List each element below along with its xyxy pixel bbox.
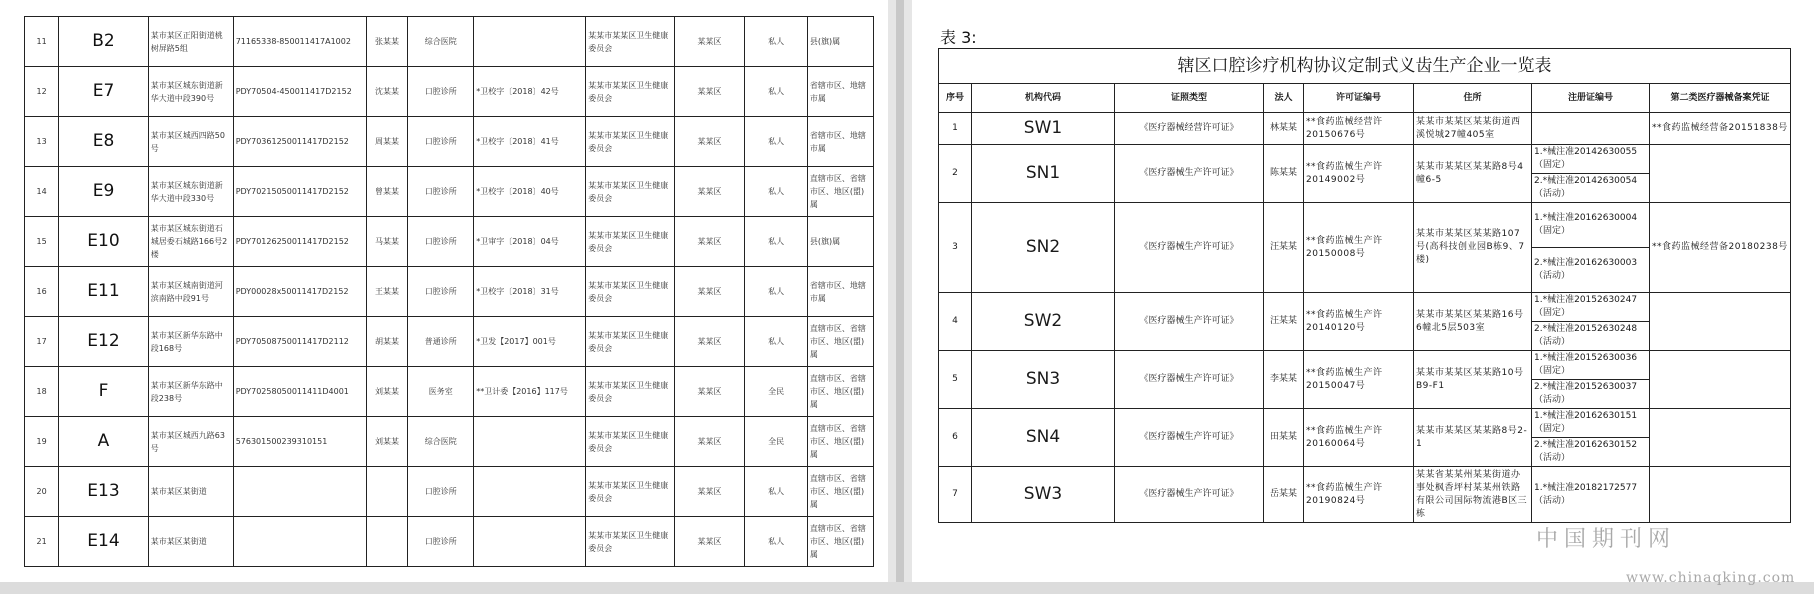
license-number: 576301500239310151 [233,417,366,467]
approval-number: *卫审字〔2018〕04号 [474,217,586,267]
license-number: **食药监械生产许20140120号 [1304,293,1414,351]
header-class2: 第二类医疗器械备案凭证 [1650,84,1791,113]
district: 某某区 [674,167,745,217]
cert-type: 《医疗器械经营许可证》 [1115,113,1264,145]
institution-address: 某市某区城西九路63号 [148,417,233,467]
watermark-text: 中国期刊网 [1536,527,1677,552]
table-row [25,117,874,167]
institution-type: 普通诊所 [408,317,474,367]
row-number: 21 [25,517,59,567]
institution-address: 某市某区城东街道新华大道中段330号 [148,167,233,217]
cert-type: 《医疗器械生产许可证》 [1115,409,1264,467]
license-number: PDY70508750011417D2112 [233,317,366,367]
institution-code: E12 [59,317,149,367]
institution-code: E11 [59,267,149,317]
institution-address: 某市某区某街道 [148,517,233,567]
row-number: 1 [939,113,972,145]
institution-address: 某市某区城南街道河滨南路中段91号 [148,267,233,317]
admin-level: 直辖市区、省辖市区、地区(盟)属 [807,317,873,367]
legal-person: 汪某某 [1264,293,1304,351]
row-number: 18 [25,367,59,417]
license-number: PDY70504-450011417D2152 [233,67,366,117]
institution-type: 口腔诊所 [408,67,474,117]
license-number: **食药监械经营许20150676号 [1304,113,1414,145]
institution-code: SW2 [972,293,1115,351]
approval-number: *卫校字〔2018〕41号 [474,117,586,167]
authority: 某某市某某区卫生健康委员会 [586,117,674,167]
table-row [939,467,1791,523]
district: 某某区 [674,317,745,367]
legal-person: 沈某某 [366,67,407,117]
approval-number: *卫校字〔2018〕31号 [474,267,586,317]
class2-record [1650,351,1791,409]
institution-address: 某市某区城东街道新华大道中段390号 [148,67,233,117]
enterprise-address: 某某省某某州某某街道办事处枫香坪村某某州铁路有限公司国际物流港B区三栋 [1414,467,1532,523]
authority: 某某市某某区卫生健康委员会 [586,217,674,267]
header-legal-person: 法人 [1264,84,1304,113]
institution-address: 某市某区某街道 [148,467,233,517]
row-number: 2 [939,145,972,203]
header-address: 住所 [1414,84,1532,113]
institution-code: SN2 [972,203,1115,293]
table-row [25,17,874,67]
row-number: 12 [25,67,59,117]
institution-address: 某市某区新华东路中段238号 [148,367,233,417]
authority: 某某市某某区卫生健康委员会 [586,167,674,217]
license-number: PDY70215050011417D2152 [233,167,366,217]
ownership: 全民 [745,367,807,417]
district: 某某区 [674,67,745,117]
approval-number [474,467,586,517]
enterprise-address: 某某市某某区某某路8号2-1 [1414,409,1532,467]
table-row [25,267,874,317]
institution-type: 口腔诊所 [408,167,474,217]
district: 某某区 [674,117,745,167]
document-page-right [912,0,1814,594]
authority: 某某市某某区卫生健康委员会 [586,417,674,467]
institution-address: 某市某区城东街道石城居委石城路166号2楼 [148,217,233,267]
table-header-row [939,84,1791,113]
class2-record: **食药监械经营备20180238号 [1650,203,1791,293]
table-row [25,417,874,467]
class2-record [1650,145,1791,203]
institution-code: SN4 [972,409,1115,467]
institution-address: 某市某区新华东路中段168号 [148,317,233,367]
institution-table [24,16,874,567]
ownership: 全民 [745,417,807,467]
row-number: 16 [25,267,59,317]
class2-record [1650,409,1791,467]
ownership: 私人 [745,17,807,67]
enterprise-address: 某某市某某区某某街道西溪悦城27幢405室 [1414,113,1532,145]
admin-level: 直辖市区、省辖市区、地区(盟)属 [807,367,873,417]
district: 某某区 [674,17,745,67]
license-number [233,517,366,567]
institution-code: E13 [59,467,149,517]
row-number: 6 [939,409,972,467]
registration-number: 2.*械注准20162630152（活动） [1532,438,1650,467]
authority: 某某市某某区卫生健康委员会 [586,367,674,417]
legal-person: 刘某某 [366,417,407,467]
cert-type: 《医疗器械生产许可证》 [1115,293,1264,351]
ownership: 私人 [745,217,807,267]
admin-level: 县(旗)属 [807,217,873,267]
legal-person: 林某某 [1264,113,1304,145]
approval-number [474,417,586,467]
legal-person: 汪某某 [1264,203,1304,293]
cert-type: 《医疗器械生产许可证》 [1115,145,1264,203]
table-row [939,113,1791,145]
enterprise-address: 某某市某某区某某路107号(高科技创业园B栋9、7楼) [1414,203,1532,293]
institution-type: 口腔诊所 [408,267,474,317]
authority: 某某市某某区卫生健康委员会 [586,267,674,317]
table-row [25,367,874,417]
table-title-row [939,49,1791,84]
admin-level: 省辖市区、地辖市属 [807,67,873,117]
admin-level: 直辖市区、省辖市区、地区(盟)属 [807,167,873,217]
table-row [25,467,874,517]
ownership: 私人 [745,167,807,217]
ownership: 私人 [745,67,807,117]
admin-level: 直辖市区、省辖市区、地区(盟)属 [807,517,873,567]
license-number: **食药监械生产许20190824号 [1304,467,1414,523]
header-code: 机构代码 [972,84,1115,113]
ownership: 私人 [745,267,807,317]
registration-number: 2.*械注准20162630003（活动） [1532,248,1650,293]
license-number: PDY70361250011417D2152 [233,117,366,167]
legal-person: 胡某某 [366,317,407,367]
approval-number: *卫校字〔2018〕42号 [474,67,586,117]
table-row [939,351,1791,380]
ownership: 私人 [745,467,807,517]
admin-level: 县(旗)属 [807,17,873,67]
district: 某某区 [674,267,745,317]
row-number: 11 [25,17,59,67]
header-license-no: 许可证编号 [1304,84,1414,113]
institution-code: SN3 [972,351,1115,409]
enterprise-address: 某某市某某区某某路10号B9-F1 [1414,351,1532,409]
legal-person: 王某某 [366,267,407,317]
row-number: 17 [25,317,59,367]
approval-number: *卫校字〔2018〕40号 [474,167,586,217]
class2-record [1650,293,1791,351]
bottom-strip [0,582,1814,594]
row-number: 7 [939,467,972,523]
institution-type: 口腔诊所 [408,517,474,567]
enterprise-address: 某某市某某区某某路8号4幢6-5 [1414,145,1532,203]
district: 某某区 [674,467,745,517]
registration-number: 1.*械注准20162630004（固定） [1532,203,1650,248]
institution-code: SW1 [972,113,1115,145]
license-number [233,467,366,517]
row-number: 3 [939,203,972,293]
institution-code: A [59,417,149,467]
row-number: 13 [25,117,59,167]
table-row [25,317,874,367]
table-row [939,203,1791,248]
institution-code: E7 [59,67,149,117]
cert-type: 《医疗器械生产许可证》 [1115,203,1264,293]
table-row [939,145,1791,174]
institution-code: E14 [59,517,149,567]
row-number: 15 [25,217,59,267]
authority: 某某市某某区卫生健康委员会 [586,517,674,567]
authority: 某某市某某区卫生健康委员会 [586,467,674,517]
cert-type: 《医疗器械生产许可证》 [1115,351,1264,409]
institution-address: 某市某区城西四路50号 [148,117,233,167]
table-row [939,409,1791,438]
class2-record: **食药监械经营备20151838号 [1650,113,1791,145]
table-row [25,517,874,567]
institution-table-body [25,17,874,567]
authority: 某某市某某区卫生健康委员会 [586,17,674,67]
row-number: 14 [25,167,59,217]
license-number: **食药监械生产许20150047号 [1304,351,1414,409]
row-number: 19 [25,417,59,467]
district: 某某区 [674,217,745,267]
institution-code: B2 [59,17,149,67]
legal-person: 李某某 [1264,351,1304,409]
denture-enterprise-table-body [939,49,1791,523]
enterprise-address: 某某市某某区某某路16号6幢北5层503室 [1414,293,1532,351]
approval-number [474,517,586,567]
ownership: 私人 [745,517,807,567]
license-number: PDY70258050011411D4001 [233,367,366,417]
ownership: 私人 [745,317,807,367]
table-row [25,167,874,217]
registration-number: 2.*械注准20142630054（活动） [1532,174,1650,203]
table-title: 辖区口腔诊疗机构协议定制式义齿生产企业一览表 [939,49,1791,84]
institution-type: 综合医院 [408,17,474,67]
legal-person: 马某某 [366,217,407,267]
legal-person [366,467,407,517]
row-number: 4 [939,293,972,351]
admin-level: 直辖市区、省辖市区、地区(盟)属 [807,467,873,517]
admin-level: 省辖市区、地辖市属 [807,267,873,317]
row-number: 20 [25,467,59,517]
registration-number: 1.*械注准20152630036（固定） [1532,351,1650,380]
legal-person: 张某某 [366,17,407,67]
institution-code: SN1 [972,145,1115,203]
registration-number: 1.*械注准20182172577（活动） [1532,467,1650,523]
legal-person: 岳某某 [1264,467,1304,523]
institution-type: 口腔诊所 [408,467,474,517]
authority: 某某市某某区卫生健康委员会 [586,67,674,117]
legal-person: 刘某某 [366,367,407,417]
table-caption: 表 3: [940,28,977,47]
registration-number: 2.*械注准20152630248（活动） [1532,322,1650,351]
denture-enterprise-table [938,48,1791,523]
header-no: 序号 [939,84,972,113]
institution-code: E8 [59,117,149,167]
institution-type: 口腔诊所 [408,217,474,267]
page-gutter [896,0,904,594]
license-number: 71165338-850011417A1002 [233,17,366,67]
ownership: 私人 [745,117,807,167]
institution-code: E10 [59,217,149,267]
license-number: PDY70126250011417D2152 [233,217,366,267]
table-row [25,217,874,267]
header-reg-no: 注册证编号 [1532,84,1650,113]
institution-address: 某市某区正阳街道桃树屏路5组 [148,17,233,67]
legal-person: 曾某某 [366,167,407,217]
document-page-left [0,0,888,594]
institution-type: 综合医院 [408,417,474,467]
watermark-url: www.chinaqking.com [1626,570,1796,586]
institution-code: E9 [59,167,149,217]
cert-type: 《医疗器械生产许可证》 [1115,467,1264,523]
district: 某某区 [674,517,745,567]
license-number: PDY00028x50011417D2152 [233,267,366,317]
registration-number: 1.*械注准20152630247（固定） [1532,293,1650,322]
header-cert-type: 证照类型 [1115,84,1264,113]
authority: 某某市某某区卫生健康委员会 [586,317,674,367]
registration-number [1532,113,1650,145]
license-number: **食药监械生产许20150008号 [1304,203,1414,293]
legal-person: 田某某 [1264,409,1304,467]
institution-type: 口腔诊所 [408,117,474,167]
admin-level: 省辖市区、地辖市属 [807,117,873,167]
legal-person: 陈某某 [1264,145,1304,203]
admin-level: 直辖市区、省辖市区、地区(盟)属 [807,417,873,467]
registration-number: 2.*械注准20152630037（活动） [1532,380,1650,409]
legal-person [366,517,407,567]
institution-type: 医务室 [408,367,474,417]
approval-number: *卫发【2017】001号 [474,317,586,367]
class2-record [1650,467,1791,523]
table-row [25,67,874,117]
row-number: 5 [939,351,972,409]
registration-number: 1.*械注准20142630055（固定） [1532,145,1650,174]
approval-number [474,17,586,67]
table-row [939,293,1791,322]
approval-number: **卫计委【2016】117号 [474,367,586,417]
institution-code: F [59,367,149,417]
district: 某某区 [674,367,745,417]
license-number: **食药监械生产许20149002号 [1304,145,1414,203]
legal-person: 周某某 [366,117,407,167]
registration-number: 1.*械注准20162630151（固定） [1532,409,1650,438]
license-number: **食药监械生产许20160064号 [1304,409,1414,467]
institution-code: SW3 [972,467,1115,523]
district: 某某区 [674,417,745,467]
